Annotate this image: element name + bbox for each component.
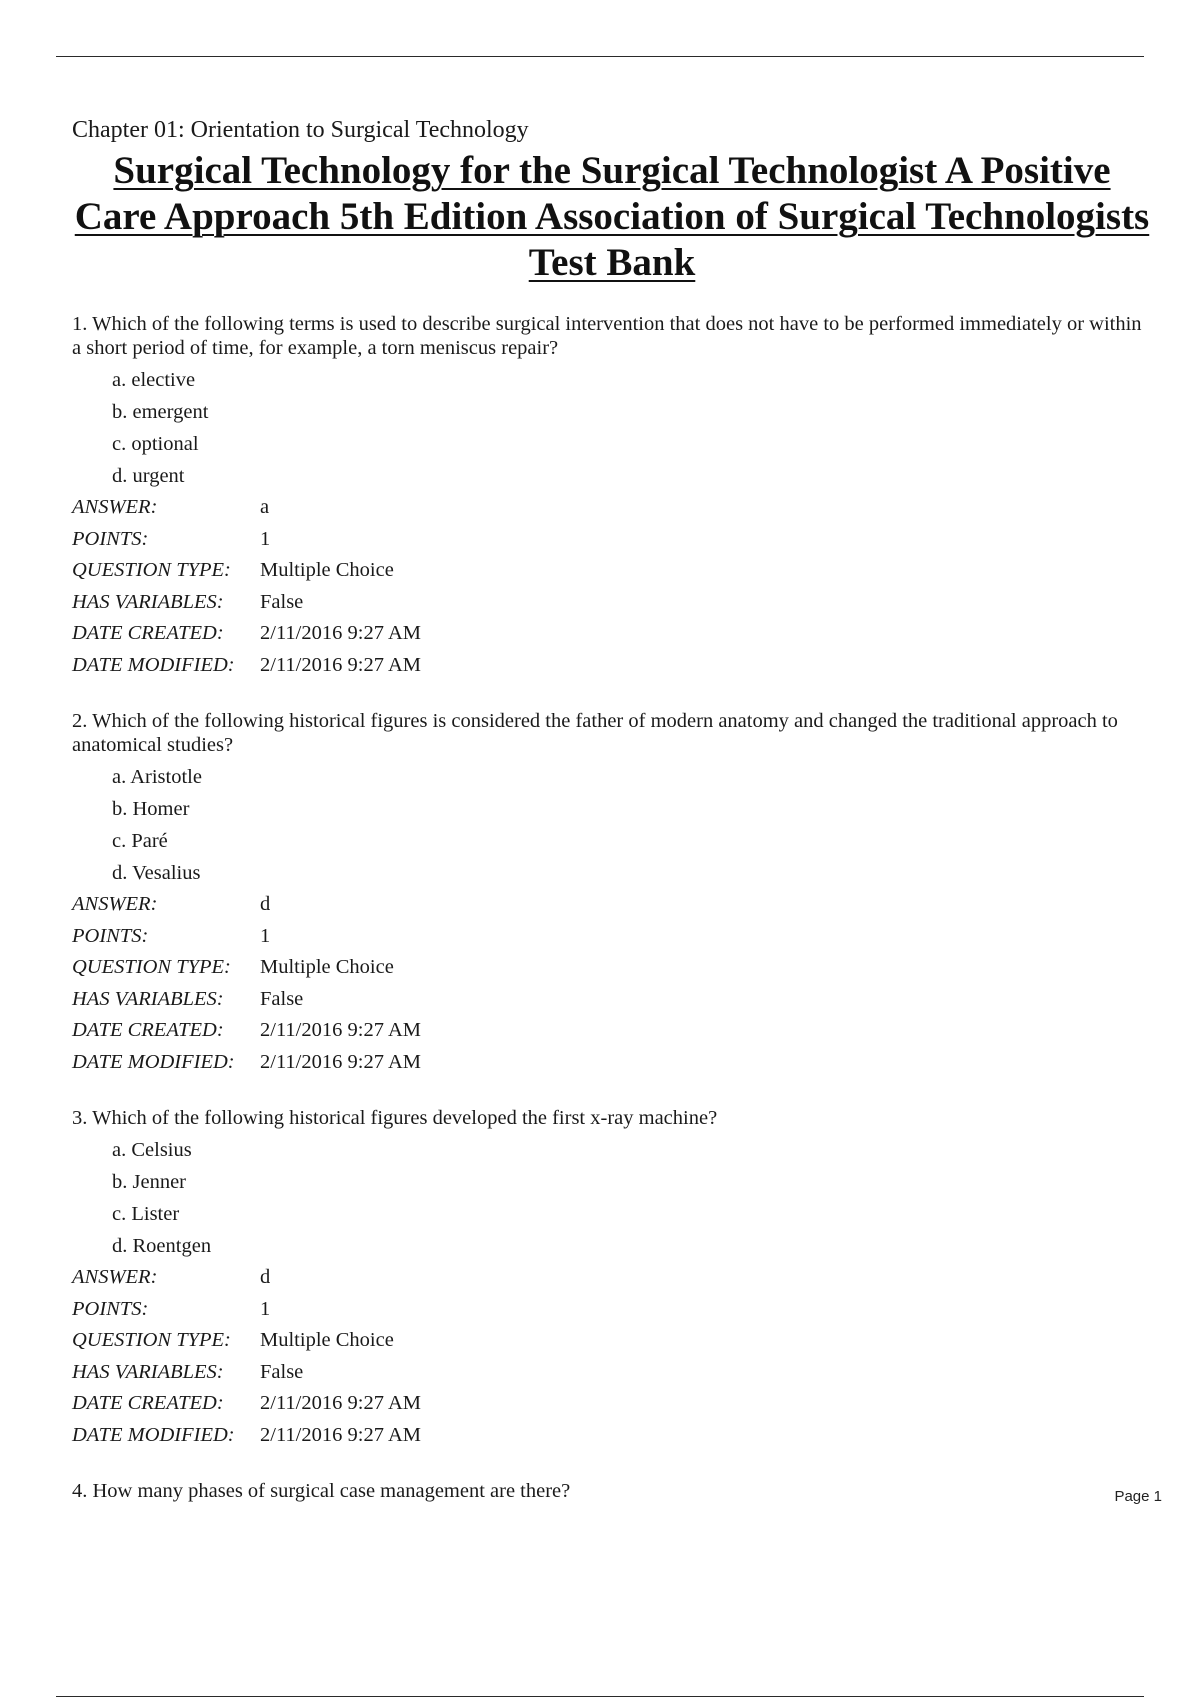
has-variables-value: False [260, 1360, 304, 1383]
chapter-heading: Chapter 01: Orientation to Surgical Technology [72, 117, 529, 143]
top-rule [56, 56, 1144, 57]
choice-list [72, 1134, 1152, 1262]
choice-d: d. Vesalius [112, 862, 201, 884]
meta-date-modified-row [72, 1047, 421, 1079]
meta-question-type-row [72, 952, 421, 984]
meta-date-modified-row [72, 1420, 421, 1452]
question-stem: 4. How many phases of surgical case management are there? [72, 1480, 571, 1502]
question-type-value: Multiple Choice [260, 559, 394, 581]
choice-d: d. Roentgen [112, 1235, 212, 1257]
date-created-value: 2/11/2016 9:27 AM [260, 1392, 421, 1414]
choice-c: c. optional [112, 433, 199, 455]
question-stem: 1. Which of the following terms is used to describe surgical intervention that does not have to be performed immediately or within a short period of time, for example, a torn meniscus repair? [72, 313, 1142, 359]
choice-b: b. Homer [112, 798, 190, 820]
answer-value: a [260, 496, 270, 518]
date-created-value: 2/11/2016 9:27 AM [260, 622, 421, 644]
choice-b: b. Jenner [112, 1171, 187, 1193]
question-type-label: QUESTION TYPE: [72, 1329, 231, 1351]
choice-d: d. urgent [112, 465, 185, 487]
choice-c: c. Lister [112, 1203, 180, 1225]
meta-answer-row [72, 889, 421, 921]
question-type-value: Multiple Choice [260, 956, 394, 978]
meta-has-variables-row [72, 587, 421, 619]
answer-value: d [260, 893, 271, 915]
date-created-value: 2/11/2016 9:27 AM [260, 1019, 421, 1041]
choice-a: a. Aristotle [112, 766, 202, 788]
date-modified-label: DATE MODIFIED: [72, 653, 235, 676]
points-label: POINTS: [72, 924, 149, 947]
choice-a: a. Celsius [112, 1139, 192, 1161]
choice-list [72, 364, 1152, 492]
meta-date-created-row [72, 618, 421, 650]
has-variables-label: HAS VARIABLES: [72, 1360, 224, 1383]
meta-points-row [72, 1294, 421, 1326]
answer-label: ANSWER: [72, 893, 158, 915]
meta-date-created-row [72, 1388, 421, 1420]
points-label: POINTS: [72, 527, 149, 550]
question-type-value: Multiple Choice [260, 1329, 394, 1351]
meta-answer-row [72, 492, 421, 524]
answer-label: ANSWER: [72, 1266, 158, 1288]
date-created-label: DATE CREATED: [72, 622, 224, 644]
question-type-label: QUESTION TYPE: [72, 956, 231, 978]
date-modified-value: 2/11/2016 9:27 AM [260, 1423, 421, 1446]
date-created-label: DATE CREATED: [72, 1392, 224, 1414]
date-modified-label: DATE MODIFIED: [72, 1423, 235, 1446]
question-list [72, 312, 1152, 1503]
meta-answer-row [72, 1262, 421, 1294]
date-modified-value: 2/11/2016 9:27 AM [260, 1050, 421, 1073]
bottom-rule [56, 1696, 1144, 1697]
meta-question-type-row [72, 555, 421, 587]
has-variables-label: HAS VARIABLES: [72, 590, 224, 613]
document-page [72, 116, 1152, 1531]
question-4 [72, 1479, 1152, 1503]
question-stem: 3. Which of the following historical figures developed the first x-ray machine? [72, 1107, 718, 1129]
date-modified-label: DATE MODIFIED: [72, 1050, 235, 1073]
question-meta [72, 492, 421, 681]
choice-a: a. elective [112, 369, 196, 391]
choice-b: b. emergent [112, 401, 209, 423]
question-2 [72, 709, 1152, 1078]
date-modified-value: 2/11/2016 9:27 AM [260, 653, 421, 676]
points-value: 1 [260, 527, 271, 550]
has-variables-label: HAS VARIABLES: [72, 987, 224, 1010]
question-meta [72, 889, 421, 1078]
meta-has-variables-row [72, 984, 421, 1016]
answer-value: d [260, 1266, 271, 1288]
answer-label: ANSWER: [72, 496, 158, 518]
choice-c: c. Paré [112, 830, 168, 852]
has-variables-value: False [260, 987, 304, 1010]
has-variables-value: False [260, 590, 304, 613]
meta-has-variables-row [72, 1357, 421, 1389]
document-title: Surgical Technology for the Surgical Technologist A Positive Care Approach 5th Edition Association of Surgical Technologists Test Bank [74, 149, 1150, 284]
question-meta [72, 1262, 421, 1451]
question-stem: 2. Which of the following historical figures is considered the father of modern anatomy and changed the traditional approach to anatomical studies? [72, 710, 1118, 756]
points-value: 1 [260, 924, 271, 947]
meta-points-row [72, 921, 421, 953]
points-value: 1 [260, 1297, 271, 1320]
meta-question-type-row [72, 1325, 421, 1357]
meta-points-row [72, 524, 421, 556]
meta-date-modified-row [72, 650, 421, 682]
meta-date-created-row [72, 1015, 421, 1047]
question-3 [72, 1106, 1152, 1451]
page-number: Page 1 [1114, 1488, 1162, 1505]
question-1 [72, 312, 1152, 681]
choice-list [72, 761, 1152, 889]
points-label: POINTS: [72, 1297, 149, 1320]
date-created-label: DATE CREATED: [72, 1019, 224, 1041]
question-type-label: QUESTION TYPE: [72, 559, 231, 581]
